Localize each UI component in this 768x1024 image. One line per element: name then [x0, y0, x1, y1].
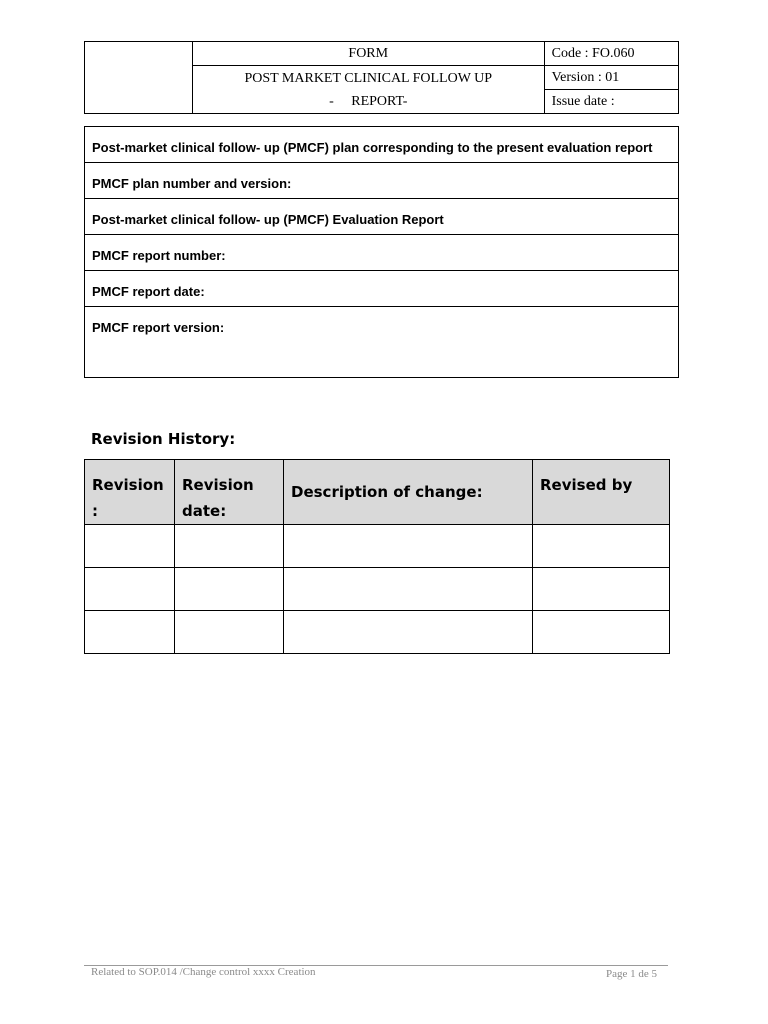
- table-cell[interactable]: [533, 611, 670, 654]
- page-number: Page 1 de 5: [606, 968, 658, 980]
- pmcf-report-version-row: PMCF report version:: [92, 320, 225, 335]
- table-cell[interactable]: [284, 611, 533, 654]
- form-label-cell: [192, 42, 544, 66]
- logo-cell: [85, 42, 193, 114]
- table-cell[interactable]: [284, 568, 533, 611]
- table-cell[interactable]: [175, 611, 284, 654]
- table-cell[interactable]: [533, 568, 670, 611]
- col-revision: Revision :: [85, 460, 175, 525]
- form-label: FORM: [348, 46, 389, 61]
- table-cell[interactable]: [85, 611, 175, 654]
- revision-history-table: [84, 459, 670, 654]
- version-cell: [544, 66, 678, 90]
- form-version: Version : 01: [551, 70, 620, 85]
- revision-header-row: [85, 460, 670, 525]
- pmcf-plan-reference-row: Post-market clinical follow- up (PMCF) plan corresponding to the present evaluation report: [85, 127, 678, 163]
- table-cell[interactable]: [85, 525, 175, 568]
- form-title-line1: POST MARKET CLINICAL FOLLOW UP: [244, 70, 493, 86]
- table-row: [85, 525, 670, 568]
- document-header-table: [84, 41, 679, 114]
- pmcf-report-number-row: PMCF report number:: [85, 235, 678, 271]
- table-cell[interactable]: [175, 525, 284, 568]
- table-row: [85, 568, 670, 611]
- table-cell[interactable]: [85, 568, 175, 611]
- form-title-line2: - REPORT-: [329, 93, 408, 109]
- table-cell[interactable]: [284, 525, 533, 568]
- pmcf-info-box: [84, 126, 679, 378]
- col-revision-date: Revision date:: [175, 460, 284, 525]
- code-cell: [544, 42, 678, 66]
- table-cell[interactable]: [533, 525, 670, 568]
- pmcf-plan-number-row: PMCF plan number and version:: [85, 163, 678, 199]
- form-title-cell: [192, 66, 544, 114]
- table-row: [85, 611, 670, 654]
- table-cell[interactable]: [175, 568, 284, 611]
- issue-date-cell: [544, 90, 678, 114]
- col-description: Description of change:: [284, 460, 533, 525]
- issue-date: Issue date :: [551, 94, 615, 109]
- form-code: Code : FO.060: [551, 46, 635, 61]
- col-revised-by: Revised by: [533, 460, 670, 525]
- footer-reference: Related to SOP.014 /Change control xxxx Creation: [91, 966, 316, 978]
- revision-history-title: Revision History:: [91, 430, 236, 448]
- pmcf-report-date-row: PMCF report date:: [85, 271, 678, 307]
- pmcf-evaluation-report-row: Post-market clinical follow- up (PMCF) Evaluation Report: [85, 199, 678, 235]
